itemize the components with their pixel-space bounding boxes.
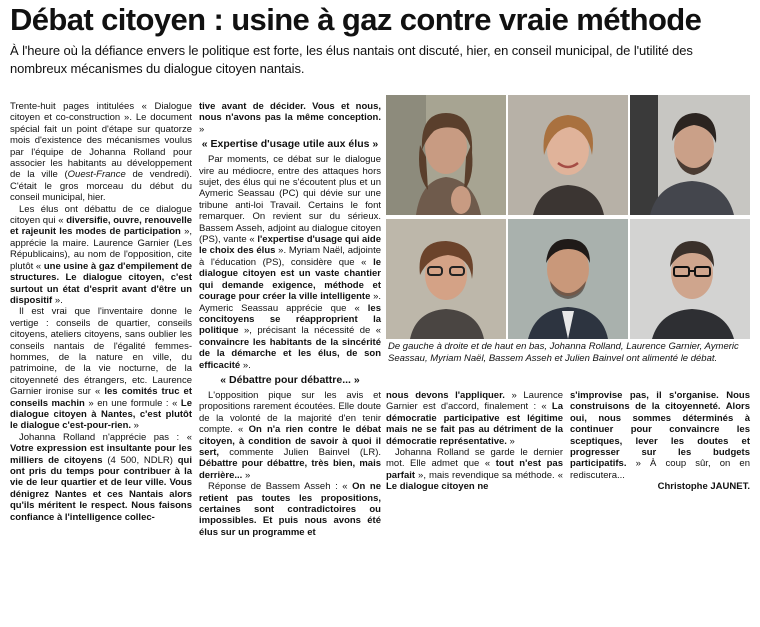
column-2 [199, 101, 381, 538]
subheading: « Expertise d'usage utile aux élus » [201, 138, 379, 151]
column-4 [570, 390, 750, 493]
paragraph: nous devons l'appliquer. » Laurence Garnier est d'accord, finalement : « La démocratie participative est légitime mais ne se fait pas au détriment de la démocratie représentative. » [386, 390, 563, 447]
paragraph: Johanna Rolland se garde le dernier mot. Elle admet que « tout n'est pas parfait », mais revendique sa méthode. « Le dialogue citoyen ne [386, 447, 563, 493]
photo-grid [386, 95, 750, 339]
column-1 [10, 101, 192, 523]
paragraph: L'opposition pique sur les avis et propositions rarement écoutées. Elle doute de la volonté de la majorité d'en tenir compte. « On n'a rien contre le débat citoyen, à condition de savoir à quoi il sert, commente Julien Bainvel (LR). Débattre pour débattre, très bien, mais derrière... » [199, 389, 382, 481]
lede: À l'heure où la défiance envers le politique est forte, les élus nantais ont discuté, hier, en conseil municipal, de l'utilité des nombreux mécanismes du dialogue citoyen nantais. [10, 43, 693, 76]
paragraph: Les élus ont débattu de ce dialogue citoyen qui « diversifie, ouvre, renouvelle et rajeunit les modes de participation », apprécie la maire. Laurence Garnier (Les Républicains), au nom de l'opposition, cite plutôt « une usine à gaz d'empilement de structures. Le dialogue citoyen, c'est surtout un état d'esprit avant d'être un dispositif ». [10, 203, 192, 306]
column-3 [386, 390, 563, 493]
photo-bassem-asseh [508, 219, 628, 339]
photo-aymeric-seassau [630, 95, 750, 215]
photo-laurence-garnier [508, 95, 628, 215]
paragraph: Par moments, ce débat sur le dialogue vire au médiocre, entre des attaques hors sujet, des élus qui ne s'écoutent plus et un Aymeric Seassau (PC) qui dévie sur une tribune anti-loi Travail. Certains le font remarquer. On revient sur du sérieux. Bassem Asseh, adjoint au dialogue citoyen (PS), vante « l'expertise d'usage qui aide le choix des élus ». Myriam Naël, adjointe à l'éducation (PS), considère que « le dialogue citoyen est un vaste chantier qui demande exigence, méthode et courage pour créer la ville intelligente ». Aymeric Seassau apprécie que « les concitoyens se réapproprient la politique », précisant la nécessité de « convaincre les habitants de la sincérité de la démarche et les élus, de son efficacité ». [199, 154, 381, 371]
paragraph: Trente-huit pages intitulées « Dialogue citoyen et co-construction ». Le document spécial fait un point d'étape sur quatorze mois d'existence des mécanismes voulus par l'équipe de Johanna Rolland pour associer les habitants au développement de la ville (Ouest-France de vendredi). C'était le gros morceau du début du conseil municipal, hier. [10, 101, 192, 204]
photo-julien-bainvel [630, 219, 750, 339]
subheading: « Débattre pour débattre... » [220, 373, 360, 386]
photo-johanna-rolland [386, 95, 506, 215]
paragraph: tive avant de décider. Vous et nous, nous n'avons pas la même conception. » [199, 101, 381, 135]
headline: Débat citoyen : usine à gaz contre vraie méthode [10, 2, 702, 37]
signature: Christophe JAUNET. [657, 481, 750, 493]
paragraph: Il est vrai que l'inventaire donne le vertige : conseils de quartier, conseils citoyens, ateliers citoyens, sans oublier les conseils nantais de l'égalité femmes-hommes, de la nature en ville, du patrimoine, de la vie nocturne, de la citoyenneté des étrangers, etc. Laurence Garnier ironise sur « les comités truc et conseils machin » en une formule : « Le dialogue citoyen à Nantes, c'est plutôt le dialogue c'est-pour-rien. » [10, 306, 193, 432]
paragraph: s'improvise pas, il s'organise. Nous construisons de la citoyenneté. Alors oui, nous sommes déterminés à continuer pour convaincre les sceptiques, lever les doutes et progresser sur les budgets participatifs. » À coup sûr, on en rediscutera... [570, 390, 750, 481]
paragraph: Réponse de Bassem Asseh : « On ne retient pas toutes les propositions, certaines sont contradictoires ou impossibles. Et puis nous avons été élus sur un programme et [199, 481, 381, 538]
photo-caption: De gauche à droite et de haut en bas, Johanna Rolland, Laurence Garnier, Aymeric Seassau, Myriam Naël, Bassem Asseh et Julien Bainvel ont alimenté le débat. [388, 341, 739, 364]
paragraph: Johanna Rolland n'apprécie pas : « Votre expression est insultante pour les milliers de citoyens (4 500, NDLR) qui ont pris du temps pour contribuer à la vie de leur quartier et de leur ville. Vous dénigrez Nantes et ces Nantais alors qu'ils méritent le respect. Nous faisons confiance à l'intelligence collec- [10, 431, 192, 523]
photo-myriam-nael [386, 219, 506, 339]
